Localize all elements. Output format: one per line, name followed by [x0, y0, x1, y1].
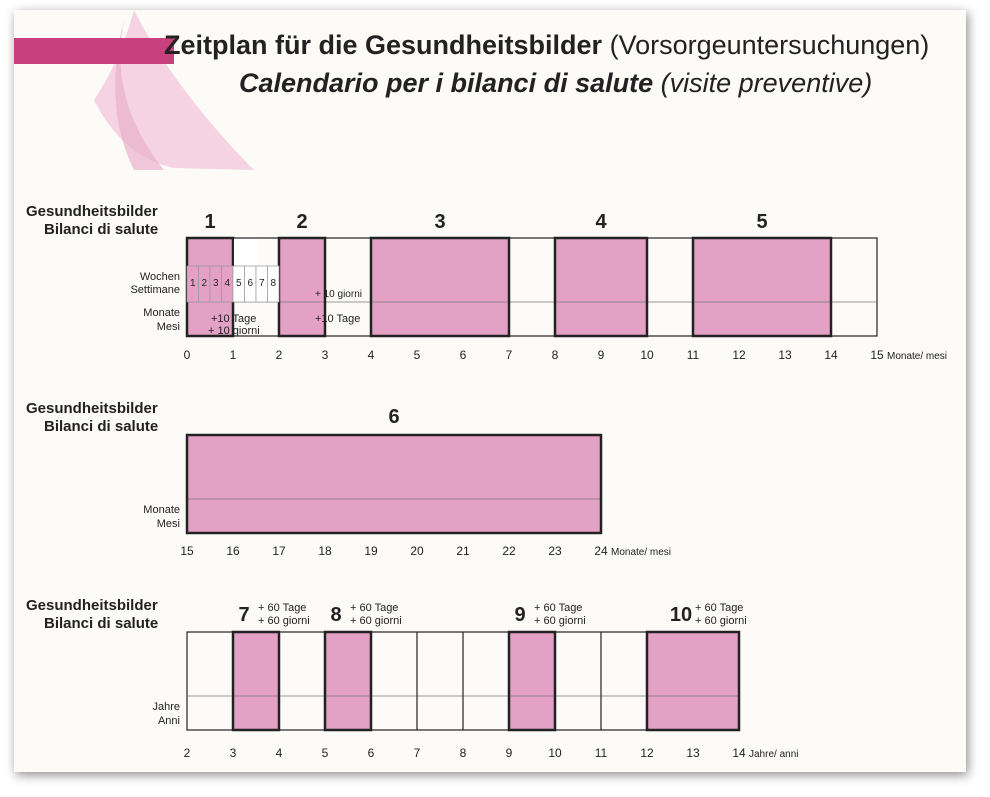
checkup-label: 9	[514, 604, 526, 626]
axis-tick-label: 14	[824, 348, 838, 362]
section-label-it: Bilanci di salute	[44, 418, 159, 435]
checkup-label: 8	[330, 604, 342, 626]
checkup-block	[325, 632, 371, 730]
axis-unit-label: Monate/ mesi	[611, 547, 672, 558]
checkup-note-de: + 60 Tage	[534, 602, 583, 614]
annotation-giorni-2: + 10 giorni	[315, 289, 362, 300]
axis-tick-label: 10	[640, 348, 654, 362]
axis-tick-label: 11	[594, 746, 608, 760]
axis-tick-label: 4	[275, 746, 283, 760]
axis-tick-label: 13	[686, 746, 700, 760]
axis-tick-label: 2	[275, 348, 283, 362]
checkup-block	[693, 238, 831, 336]
axis-tick-label: 22	[502, 544, 516, 558]
row-label-weeks-it: Settimane	[130, 284, 180, 296]
axis-tick-label: 8	[551, 348, 559, 362]
checkup-label: 1	[204, 211, 216, 233]
title-italian-normal: (visite preventive)	[660, 68, 873, 98]
axis-tick-label: 10	[548, 746, 562, 760]
axis-tick-label: 9	[597, 348, 605, 362]
axis-tick-label: 19	[364, 544, 378, 558]
row-label-de: Monate	[143, 504, 180, 516]
axis-tick-label: 23	[548, 544, 562, 558]
axis-tick-label: 14	[732, 746, 746, 760]
axis-tick-label: 3	[321, 348, 329, 362]
title-german-normal: (Vorsorgeuntersuchungen)	[609, 30, 930, 60]
checkup-note-de: + 60 Tage	[695, 602, 744, 614]
section-label-it: Bilanci di salute	[44, 615, 159, 632]
row-label-it: Mesi	[156, 518, 180, 530]
section-label-de: Gesundheitsbilder	[26, 400, 158, 417]
axis-tick-label: 12	[640, 746, 654, 760]
axis-tick-label: 20	[410, 544, 424, 558]
checkup-label: 7	[238, 604, 250, 626]
axis-tick-label: 9	[505, 746, 513, 760]
axis-tick-label: 17	[272, 544, 286, 558]
week-number: 7	[258, 278, 265, 289]
checkup-note-de: + 60 Tage	[258, 602, 307, 614]
checkup-block	[509, 632, 555, 730]
axis-tick-label: 6	[459, 348, 467, 362]
checkup-note-it: + 60 giorni	[695, 615, 747, 627]
week-gap	[234, 239, 258, 265]
annotation-tage-1: +10 Tage	[211, 313, 257, 325]
row-label-weeks-de: Wochen	[139, 271, 180, 283]
title-german-bold: Zeitplan für die Gesundheitsbilder	[164, 30, 603, 60]
document-page	[14, 10, 966, 772]
axis-tick-label: 18	[318, 544, 332, 558]
axis-tick-label: 5	[413, 348, 421, 362]
axis-tick-label: 1	[229, 348, 237, 362]
checkup-note-it: + 60 giorni	[258, 615, 310, 627]
row-label-de: Monate	[143, 307, 180, 319]
checkup-block	[187, 435, 601, 533]
checkup-note-it: + 60 giorni	[534, 615, 586, 627]
checkup-block	[233, 632, 279, 730]
axis-tick-label: 7	[413, 746, 421, 760]
axis-tick-label: 24	[594, 544, 608, 558]
checkup-label: 2	[296, 211, 308, 233]
checkup-block	[647, 632, 739, 730]
week-number: 6	[247, 278, 254, 289]
axis-tick-label: 21	[456, 544, 470, 558]
axis-tick-label: 3	[229, 746, 237, 760]
axis-tick-label: 15	[180, 544, 194, 558]
row-label-it: Anni	[157, 715, 180, 727]
row-label-it: Mesi	[156, 321, 180, 333]
axis-tick-label: 2	[183, 746, 191, 760]
annotation-giorni-1: + 10 giorni	[208, 325, 260, 337]
axis-tick-label: 11	[686, 348, 700, 362]
week-number: 2	[201, 278, 208, 289]
axis-tick-label: 13	[778, 348, 792, 362]
week-number: 8	[270, 278, 277, 289]
axis-unit-label: Jahre/ anni	[749, 749, 799, 760]
axis-tick-label: 6	[367, 746, 375, 760]
section-label-it: Bilanci di salute	[44, 221, 159, 238]
axis-tick-label: 15	[870, 348, 884, 362]
checkup-label: 3	[434, 211, 446, 233]
checkup-note-it: + 60 giorni	[350, 615, 402, 627]
checkup-label: 6	[388, 406, 400, 428]
section-label-de: Gesundheitsbilder	[26, 597, 158, 614]
axis-unit-label: Monate/ mesi	[887, 351, 948, 362]
checkup-block	[371, 238, 509, 336]
checkup-block	[555, 238, 647, 336]
week-number: 4	[224, 278, 231, 289]
title-italian-bold: Calendario per i bilanci di salute	[239, 68, 654, 98]
axis-tick-label: 8	[459, 746, 467, 760]
checkup-label: 4	[595, 211, 607, 233]
week-number: 1	[189, 278, 196, 289]
checkup-label: 5	[756, 211, 768, 233]
axis-tick-label: 0	[183, 348, 191, 362]
checkup-timeline-chart	[14, 10, 966, 772]
axis-tick-label: 12	[732, 348, 746, 362]
axis-tick-label: 7	[505, 348, 513, 362]
checkup-note-de: + 60 Tage	[350, 602, 399, 614]
checkup-label: 10	[669, 604, 693, 626]
axis-tick-label: 4	[367, 348, 375, 362]
week-number: 5	[235, 278, 242, 289]
row-label-de: Jahre	[152, 701, 180, 713]
week-number: 3	[212, 278, 219, 289]
section-label-de: Gesundheitsbilder	[26, 203, 158, 220]
annotation-tage-2: +10 Tage	[315, 313, 361, 325]
axis-tick-label: 5	[321, 746, 329, 760]
axis-tick-label: 16	[226, 544, 240, 558]
